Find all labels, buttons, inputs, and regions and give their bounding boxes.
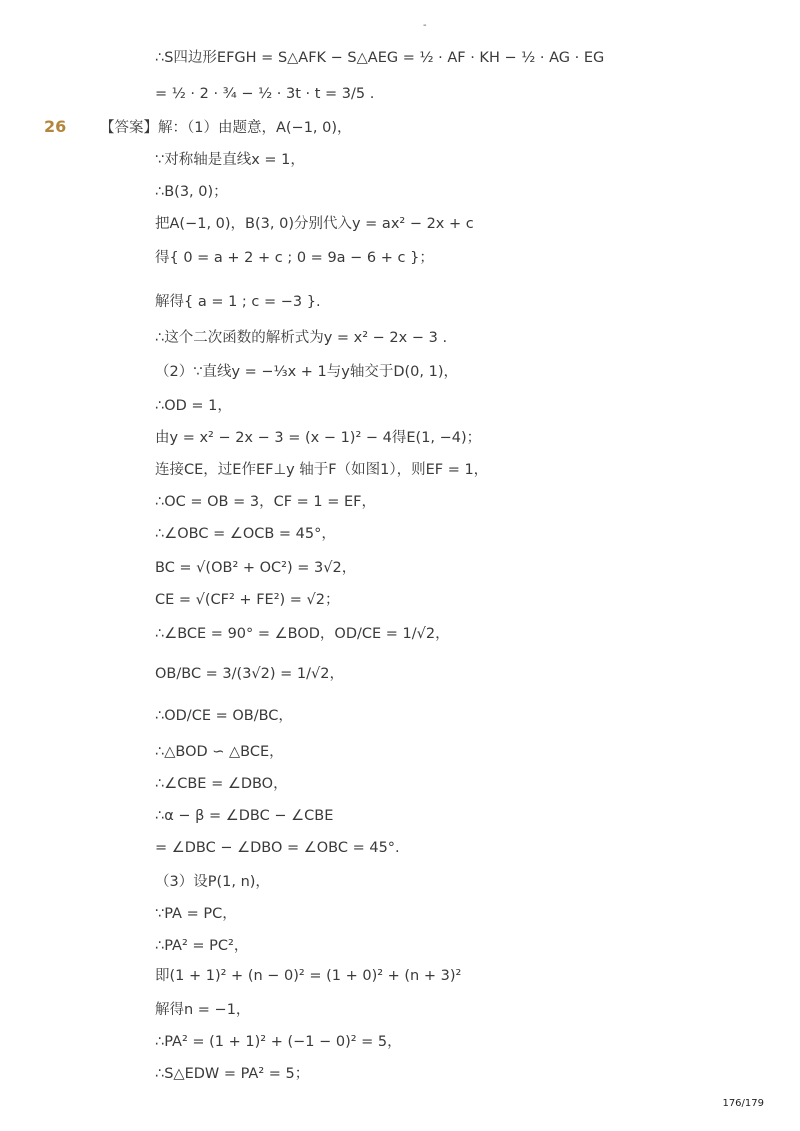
answer-line: ∵PA = PC， (155, 906, 237, 922)
answer-line: 由y = x² − 2x − 3 = (x − 1)² − 4得E(1, −4)； (155, 430, 482, 446)
question-number: 26 (44, 117, 67, 136)
answer-line: ∴B(3, 0)； (155, 184, 228, 200)
answer-line: ∴OD/CE = OB/BC， (155, 708, 293, 724)
answer-line: ∵对称轴是直线x = 1， (155, 152, 305, 168)
answer-line: = ∠DBC − ∠DBO = ∠OBC = 45°. (155, 840, 400, 856)
answer-line: ∴这个二次函数的解析式为y = x² − 2x − 3 . (155, 330, 448, 346)
answer-line: ∴S△EDW = PA² = 5； (155, 1066, 310, 1082)
answer-line: ∴∠BCE = 90° = ∠BOD，OD/CE = 1/√2， (155, 626, 450, 642)
answer-line: 把A(−1, 0)，B(3, 0)分别代入y = ax² − 2x + c (155, 216, 474, 232)
answer-line: ∴∠OBC = ∠OCB = 45°， (155, 526, 336, 542)
answer-line: ∴PA² = (1 + 1)² + (−1 − 0)² = 5， (155, 1034, 402, 1050)
top-mark: - (423, 20, 427, 31)
answer-line: 解得n = −1， (155, 1002, 251, 1018)
answer-line: OB/BC = 3/(3√2) = 1/√2， (155, 666, 344, 682)
answer-line: ∴∠CBE = ∠DBO， (155, 776, 288, 792)
answer-line: ∴PA² = PC²， (155, 938, 249, 954)
answer-line: 得{ 0 = a + 2 + c ; 0 = 9a − 6 + c }； (155, 250, 434, 266)
page-number: 176/179 (722, 1098, 764, 1109)
answer-line: ∴α − β = ∠DBC − ∠CBE (155, 808, 334, 824)
answer-line: CE = √(CF² + FE²) = √2； (155, 592, 340, 608)
answer-line: ∴△BOD ∽ △BCE， (155, 744, 284, 760)
answer-line: （3）设P(1, n)， (155, 874, 270, 890)
answer-line: BC = √(OB² + OC²) = 3√2， (155, 560, 357, 576)
answer-line: = ½ · 2 · ¾ − ½ · 3t · t = 3/5 . (155, 86, 375, 102)
answer-line: 即(1 + 1)² + (n − 0)² = (1 + 0)² + (n + 3)² (155, 968, 462, 984)
answer-line: 连接CE，过E作EF⊥y 轴于F（如图1），则EF = 1， (155, 462, 489, 478)
answer-line: 【答案】解：（1）由题意，A(−1, 0)， (100, 120, 352, 136)
answer-line: ∴S四边形EFGH = S△AFK − S△AEG = ½ · AF · KH − ½ · AG · EG (155, 50, 605, 66)
answer-line: 解得{ a = 1 ; c = −3 }. (155, 294, 321, 310)
answer-line: ∴OD = 1， (155, 398, 232, 414)
answer-line: （2）∵直线y = −⅓x + 1与y轴交于D(0, 1)， (155, 364, 459, 380)
answer-line: ∴OC = OB = 3，CF = 1 = EF， (155, 494, 377, 510)
